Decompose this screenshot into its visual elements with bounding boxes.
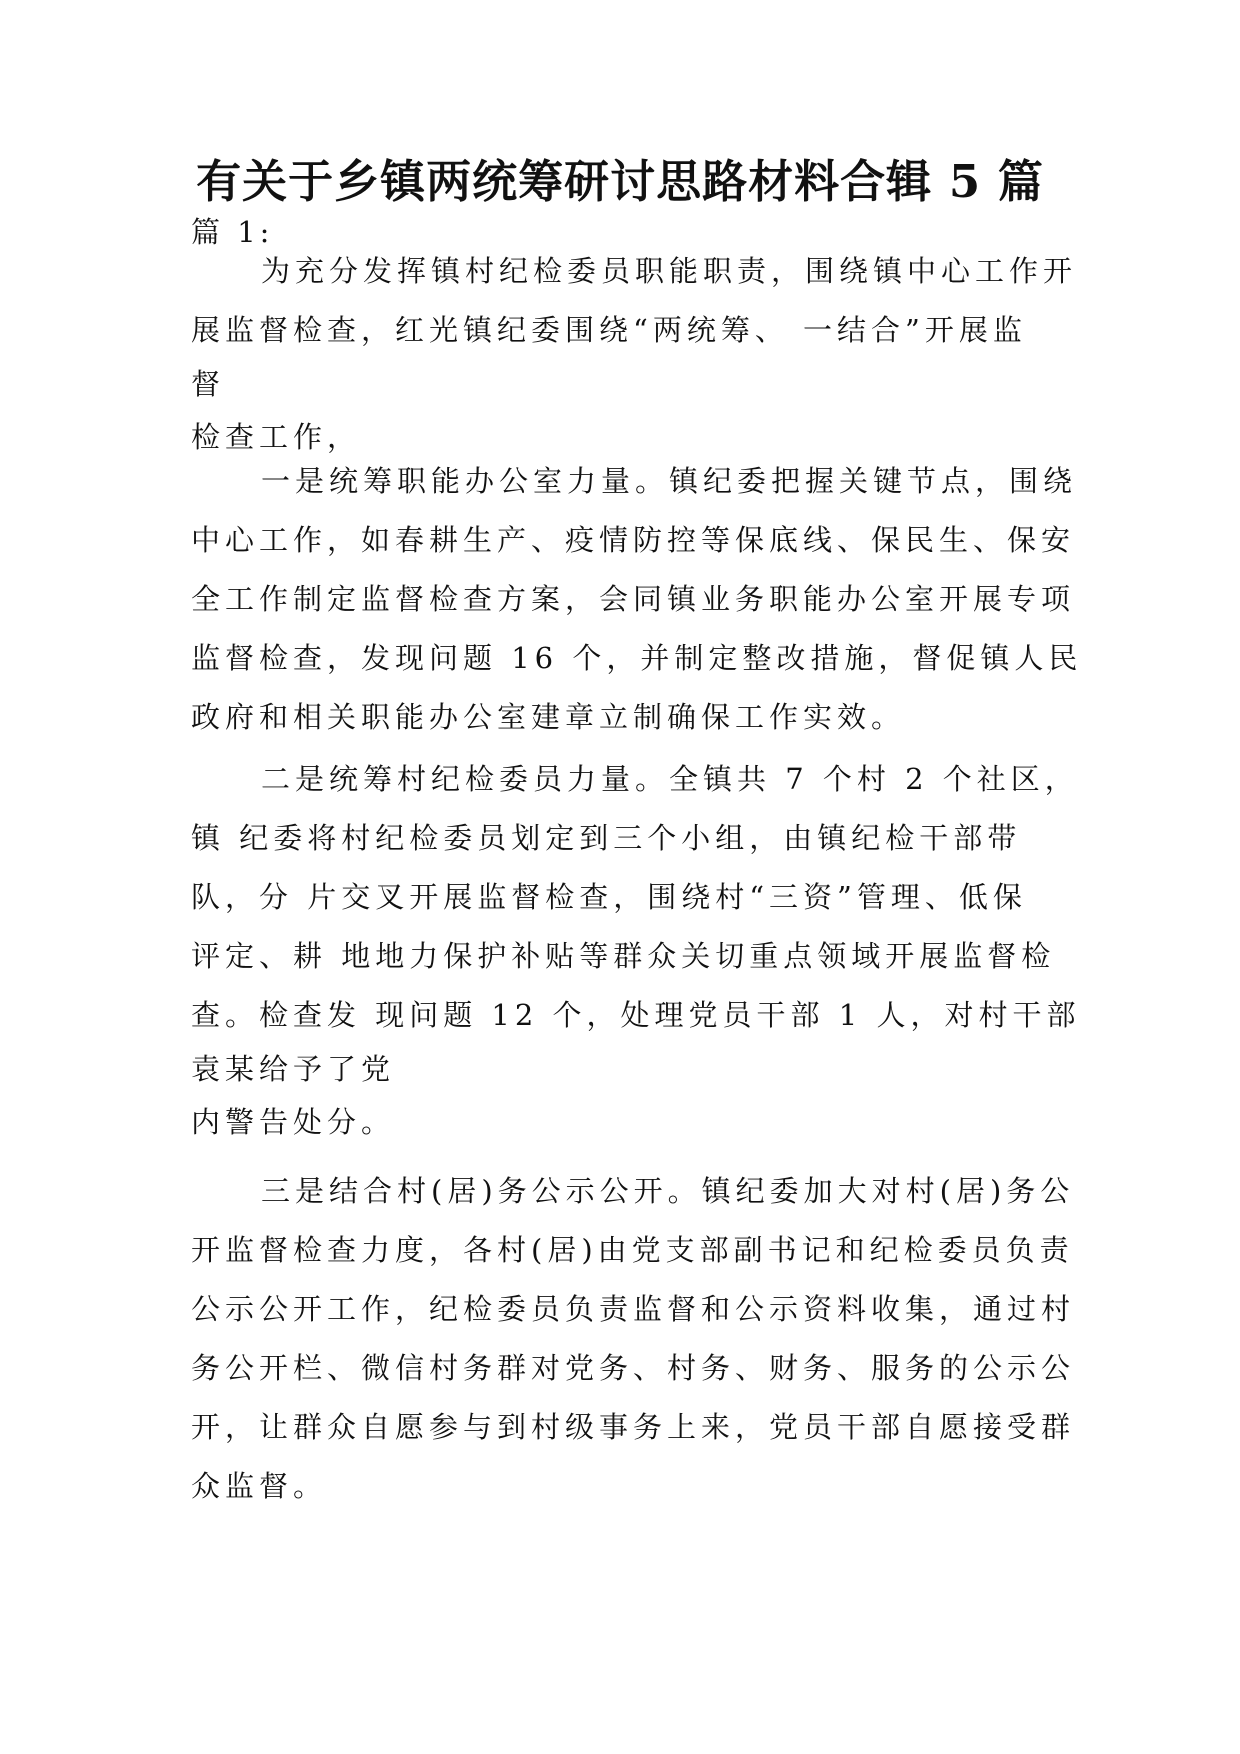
paragraph-3 bbox=[191, 750, 1081, 1152]
paragraph-line: 检查工作， bbox=[191, 420, 362, 454]
paragraph-line: 二是统筹村纪检委员力量。全镇共 7 个村 2 个社区， bbox=[261, 762, 1079, 796]
document-title: 有关于乡镇两统筹研讨思路材料合辑 5 篇 bbox=[196, 155, 1044, 208]
paragraph-line: 众监督。 bbox=[191, 1469, 328, 1503]
paragraph-line: 为充分发挥镇村纪检委员职能职责，围绕镇中心工作开 bbox=[261, 254, 1078, 288]
paragraph-line: 一是统筹职能办公室力量。镇纪委把握关键节点，围绕 bbox=[261, 464, 1078, 498]
paragraph-line: 三是结合村(居)务公示公开。镇纪委加大对村(居)务公 bbox=[261, 1174, 1075, 1208]
paragraph-line: 监督检查，发现问题 16 个，并制定整改措施，督促镇人民 bbox=[191, 641, 1083, 675]
paragraph-line: 务公开栏、微信村务群对党务、村务、财务、服务的公示公 bbox=[191, 1351, 1076, 1385]
section-label: 篇 1: bbox=[191, 215, 274, 249]
paragraph-line: 政府和相关职能办公室建章立制确保工作实效。 bbox=[191, 700, 906, 734]
paragraph-4 bbox=[191, 1162, 1076, 1516]
paragraph-line: 查。检查发 现问题 12 个，处理党员干部 1 人，对村干部 bbox=[191, 998, 1081, 1032]
paragraph-line: 督 bbox=[191, 367, 226, 401]
paragraph-line: 中心工作，如春耕生产、疫情防控等保底线、保民生、保安 bbox=[191, 523, 1076, 557]
paragraph-line: 内警告处分。 bbox=[191, 1105, 396, 1139]
paragraph-1 bbox=[191, 242, 1078, 467]
paragraph-line: 开监督检查力度，各村(居)由党支部副书记和纪检委员负责 bbox=[191, 1233, 1074, 1267]
paragraph-line: 全工作制定监督检查方案，会同镇业务职能办公室开展专项 bbox=[191, 582, 1076, 616]
paragraph-2 bbox=[191, 452, 1083, 747]
paragraph-line: 展监督检查，红光镇纪委围绕“两统筹、 一结合”开展监 bbox=[191, 313, 1027, 347]
paragraph-line: 队，分 片交叉开展监督检查，围绕村“三资”管理、低保 bbox=[191, 880, 1027, 914]
paragraph-line: 镇 纪委将村纪检委员划定到三个小组，由镇纪检干部带 bbox=[191, 821, 1022, 855]
paragraph-line: 公示公开工作，纪检委员负责监督和公示资料收集，通过村 bbox=[191, 1292, 1076, 1326]
paragraph-line: 袁某给予了党 bbox=[191, 1052, 396, 1086]
paragraph-line: 评定、耕 地地力保护补贴等群众关切重点领域开展监督检 bbox=[191, 939, 1056, 973]
paragraph-line: 开，让群众自愿参与到村级事务上来，党员干部自愿接受群 bbox=[191, 1410, 1076, 1444]
